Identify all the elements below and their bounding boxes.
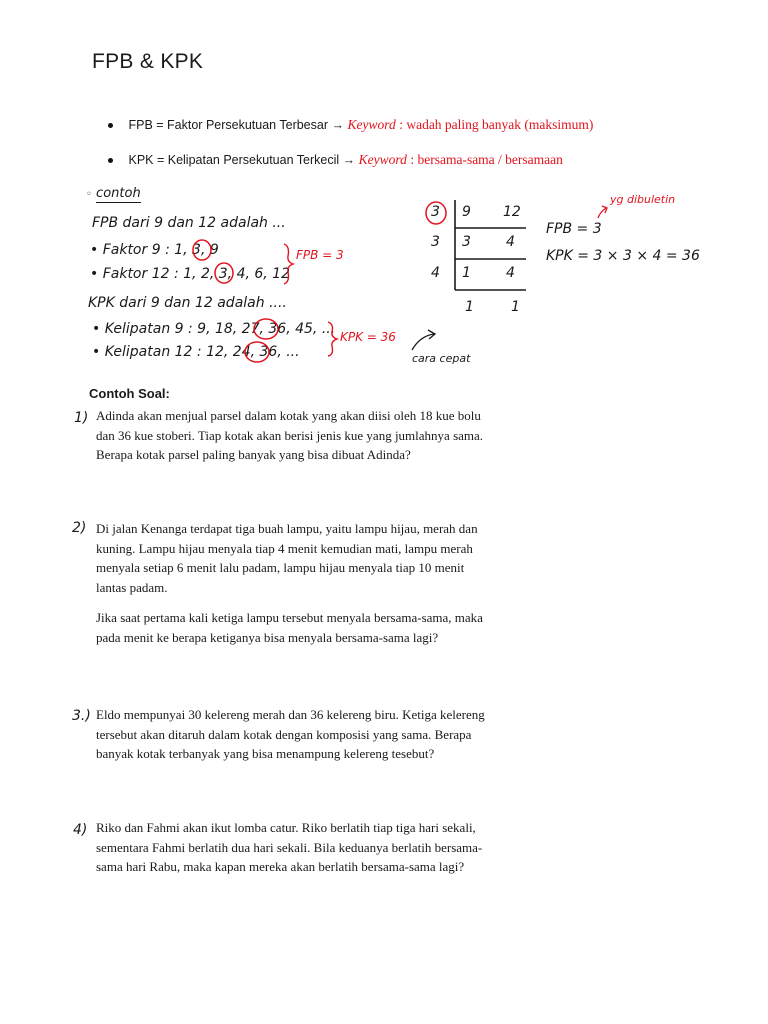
question-4-number: 4) (73, 822, 88, 838)
cara-cepat-note: cara cepat (412, 352, 471, 365)
bullet-fpb-keyword-text: : wadah paling banyak (maksimum) (399, 117, 594, 132)
question-1-number: 1) (74, 410, 89, 426)
question-4-paragraph: Riko dan Fahmi akan ikut lomba catur. Riko berlatih tiap tiga hari sekali, sementara Fahmi berlatih dua hari sekali. Bila keduanya berlatih bersama-sama hari Rabu, maka kapan mereka akan berlatih bersama-sama lagi? (96, 820, 483, 874)
ladder-cell: 12 (503, 204, 521, 220)
kpk-question-line: KPK dari 9 dan 12 adalah .... (88, 295, 287, 311)
fpb-question-line: FPB dari 9 dan 12 adalah ... (92, 215, 286, 231)
bullet-kpk-text: KPK = Kelipatan Persekutuan Terkecil → (128, 153, 356, 167)
fpb-equation: FPB = 3 (546, 221, 602, 237)
question-2 (96, 519, 496, 647)
brace-fpb (284, 244, 293, 284)
ladder-cell: 1 (511, 299, 520, 315)
circle-kelipatan-12 (245, 342, 269, 362)
ladder-cell: 4 (506, 265, 515, 281)
circle-kelipatan-9 (254, 319, 278, 339)
question-1-paragraph: Adinda akan menjual parsel dalam kotak yang akan diisi oleh 18 kue bolu dan 36 kue stoberi. Tiap kotak akan berisi jenis kue yang jumlahnya sama. Berapa kotak parsel paling banyak yang bisa dibuat Adinda? (96, 408, 484, 462)
ladder-cell: 9 (462, 204, 471, 220)
contoh-soal-heading: Contoh Soal: (89, 386, 170, 401)
contoh-label: contoh (96, 186, 141, 201)
question-4 (96, 818, 496, 877)
question-3-number: 3.) (72, 708, 91, 724)
circle-faktor-9 (193, 240, 211, 260)
question-2-paragraph-1: Di jalan Kenanga terdapat tiga buah lampu, yaitu lampu hijau, merah dan kuning. Lampu hijau menyala tiap 4 menit kemudian mati, lampu merah menyala setiap 6 menit lalu padam, lampu hijau menyala tiap 10 menit lantas padam. (96, 521, 478, 595)
faktor-12-line: • Faktor 12 : 1, 2, 3, 4, 6, 12 (90, 266, 290, 282)
kelipatan-9-line: • Kelipatan 9 : 9, 18, 27, 36, 45, ... (92, 321, 336, 337)
fpb-result-note: FPB = 3 (296, 248, 344, 262)
question-2-paragraph-2: Jika saat pertama kali ketiga lampu tersebut menyala bersama-sama, maka pada menit ke berapa ketiganya bisa menyala bersama-sama lagi? (96, 610, 483, 645)
ladder-cell: 3 (462, 234, 471, 250)
question-3 (96, 705, 496, 764)
question-3-paragraph: Eldo mempunyai 30 kelereng merah dan 36 kelereng biru. Ketiga kelereng tersebut akan ditaruh dalam kotak dengan komposisi yang sama. Berapa banyak kotak terbanyak yang bisa menampung kelereng tesebut? (96, 707, 485, 761)
ladder-cell: 1 (462, 265, 471, 281)
arrow-dibuletin (598, 208, 606, 218)
yg-dibuletin-note: yg dibuletin (610, 193, 676, 206)
ladder-divisor-1: 3 (431, 204, 440, 220)
bullet-fpb-keyword-label: Keyword (347, 117, 396, 132)
arrow-cara-cepat (412, 334, 434, 350)
bullet-kpk-keyword-text: : bersama-sama / bersamaan (410, 152, 563, 167)
page-title: FPB & KPK (92, 50, 204, 73)
circle-faktor-12 (215, 263, 233, 283)
contoh-mark: ◦ (86, 189, 92, 200)
bullet-fpb-text: FPB = Faktor Persekutuan Terbesar → (128, 118, 344, 132)
bullet-kpk-keyword-label: Keyword (358, 152, 407, 167)
ladder-cell: 4 (506, 234, 515, 250)
question-1 (96, 406, 496, 465)
ladder-divisor-2: 3 (431, 234, 440, 250)
brace-kpk (328, 322, 337, 356)
kpk-equation: KPK = 3 × 3 × 4 = 36 (546, 248, 700, 264)
kpk-result-note: KPK = 36 (340, 330, 396, 344)
kelipatan-12-line: • Kelipatan 12 : 12, 24, 36, ... (92, 344, 300, 360)
question-2-number: 2) (72, 520, 87, 536)
ladder-divisor-3: 4 (431, 265, 440, 281)
faktor-9-line: • Faktor 9 : 1, 3, 9 (90, 242, 219, 258)
ladder-cell: 1 (465, 299, 474, 315)
